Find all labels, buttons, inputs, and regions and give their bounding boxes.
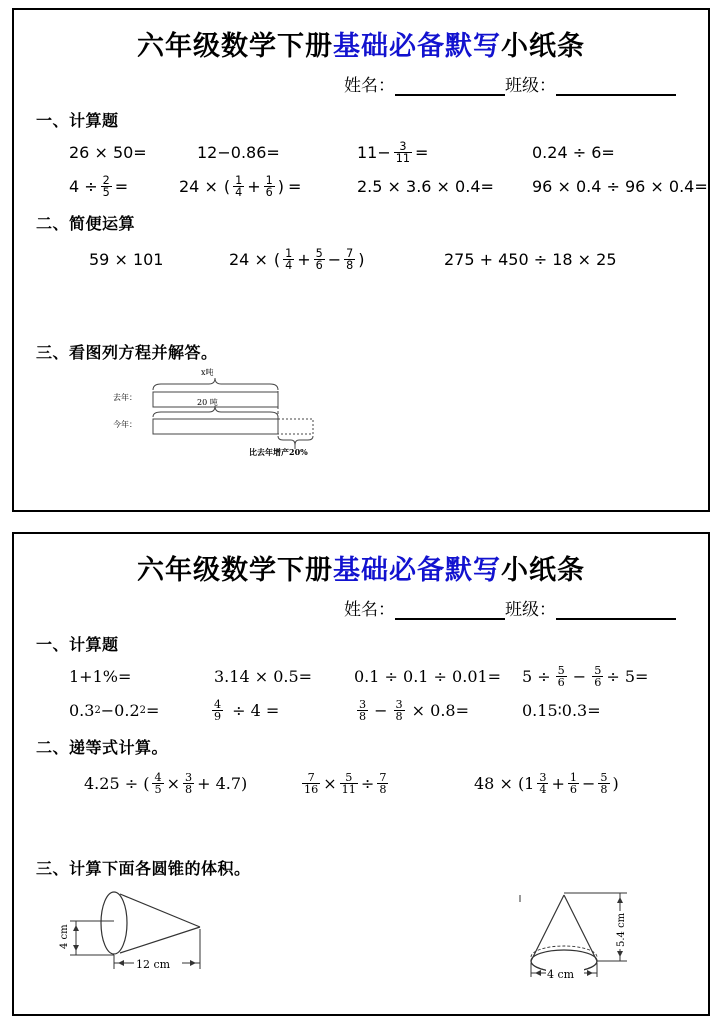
fraction-5-over-6-b	[592, 665, 603, 689]
title-part-blue: 基础必备默写	[333, 31, 501, 62]
numerator: 3	[399, 140, 407, 153]
plus-sign: +	[551, 774, 565, 794]
equals-sign: =	[145, 701, 160, 721]
problem-p1-2-4: 96 × 0.4 ÷ 96 × 0.4=	[532, 177, 708, 197]
minus-sign: −	[327, 250, 342, 270]
bar-model-label-increase: 比去年增产20%	[249, 446, 308, 457]
problem-p2-1-4	[522, 665, 648, 689]
operand-text: 24 ×	[179, 177, 218, 197]
page-title-1	[14, 24, 708, 63]
fraction-5-over-8	[598, 772, 609, 796]
denominator: 6	[557, 676, 565, 690]
problem-row-p1-s2-r1	[14, 248, 708, 272]
section-heading-p1-3: 三、看图列方程并解答。	[36, 342, 218, 362]
minus-sign: −	[572, 667, 587, 687]
problem-p2-1-1: 1+1%=	[69, 667, 132, 687]
denominator: 4	[285, 259, 293, 273]
numerator: 5	[600, 770, 608, 784]
section-heading-p1-1: 一、计算题	[36, 111, 119, 130]
name-label: 姓名：	[344, 76, 395, 96]
numerator: 3	[184, 770, 193, 784]
operand-text: 24 ×	[229, 250, 268, 270]
left-paren: (	[223, 177, 231, 197]
operand-text: 4 ÷	[69, 177, 98, 197]
svg-text:4 cm: 4 cm	[59, 923, 70, 949]
numerator: 7	[379, 770, 387, 784]
problem-row-p2-s1-r1	[14, 665, 708, 689]
fraction-1-over-6	[264, 175, 275, 199]
problem-p2-1-2: 3.14 × 0.5=	[214, 667, 313, 687]
fraction-3-over-8	[357, 699, 368, 723]
numerator: 1	[265, 173, 273, 187]
equals-sign: =	[288, 177, 302, 197]
problem-p1-1-1: 26 × 50=	[69, 143, 147, 163]
denominator: 5	[102, 186, 110, 200]
bar-model-label-this-year: 今年：	[113, 419, 137, 429]
denominator: 8	[379, 783, 387, 797]
right-paren: )	[277, 177, 285, 197]
numerator: 7	[346, 246, 354, 260]
svg-text:12 cm: 12 cm	[136, 957, 171, 971]
bar-model-svg	[109, 371, 369, 457]
problem-p1-s2-2	[229, 248, 444, 272]
denominator: 6	[315, 259, 323, 273]
name-blank-field[interactable]	[395, 81, 505, 96]
numerator: 7	[307, 770, 315, 784]
equals-sign: =	[114, 177, 129, 197]
problem-p1-2-1	[69, 175, 179, 199]
worksheet-page-2	[12, 532, 710, 1016]
denominator: 4	[539, 783, 547, 797]
equals-sign: =	[415, 143, 429, 163]
minus-sign: −	[582, 774, 596, 794]
denominator: 6	[569, 783, 578, 797]
title-part-black-1: 六年级数学下册	[137, 31, 333, 62]
section-heading-p2-2: 二、递等式计算。	[36, 737, 169, 757]
class-blank-field[interactable]	[556, 605, 676, 620]
denominator: 8	[346, 259, 354, 273]
operand-text: × 0.8=	[411, 701, 469, 721]
problem-p1-1-3	[357, 141, 532, 165]
title-part-black-1: 六年级数学下册	[137, 555, 333, 586]
fraction-7-over-8	[377, 772, 388, 796]
problem-row-p1-s1-r1	[14, 141, 708, 165]
problem-p1-2-2	[179, 175, 357, 199]
denominator: 8	[395, 710, 403, 724]
denominator: 8	[600, 783, 608, 797]
operand-text: ÷ 5=	[606, 667, 649, 687]
student-info-row-2	[14, 595, 708, 620]
student-info-row-1	[14, 71, 708, 96]
problem-p1-1-4: 0.24 ÷ 6=	[532, 143, 615, 163]
base-value: 0.3	[69, 701, 95, 721]
denominator: 11	[395, 152, 411, 166]
problem-p1-s2-1: 59 × 101	[89, 250, 164, 270]
denominator: 11	[341, 783, 356, 797]
fraction-7-over-16	[302, 772, 320, 796]
operand-text: 4.25 ÷ (	[84, 774, 150, 794]
numerator: 1	[569, 770, 578, 784]
bar-model-label-last-year: 去年：	[113, 392, 137, 402]
cone-figure-horizontal	[52, 883, 247, 989]
title-part-blue: 基础必备默写	[333, 555, 501, 586]
problem-p2-2-3	[354, 699, 522, 723]
denominator: 5	[154, 783, 162, 797]
section-heading-p2-3: 三、计算下面各圆锥的体积。	[36, 858, 251, 878]
fraction-1-over-4	[233, 175, 244, 199]
numerator: 5	[594, 664, 602, 677]
fraction-5-over-6	[556, 665, 567, 689]
times-sign: ×	[166, 774, 180, 794]
right-paren: )	[358, 250, 365, 270]
problem-p2-2-1: 0.3 2 −0.2 2 =	[69, 701, 160, 721]
fraction-1-over-4	[283, 248, 294, 272]
problem-row-p1-s1-r2	[14, 175, 708, 199]
numerator: 3	[359, 697, 367, 711]
numerator: 3	[395, 697, 403, 711]
section-heading-p1-2: 二、简便运算	[36, 213, 136, 233]
problem-row-p2-s2-r1	[14, 772, 708, 796]
operand-text: 11−	[357, 143, 391, 163]
denominator: 9	[214, 710, 222, 724]
numerator: 1	[285, 246, 293, 260]
left-paren: (	[273, 250, 281, 270]
bar-model-label-x-tons: x吨	[201, 367, 214, 377]
fraction-3-over-11	[394, 141, 412, 165]
plus-sign: +	[247, 177, 261, 197]
title-part-black-2: 小纸条	[501, 31, 585, 62]
minus-sign: −	[374, 701, 388, 721]
problem-p1-s2-3: 275 + 450 ÷ 18 × 25	[444, 250, 617, 270]
title-part-black-2: 小纸条	[501, 555, 585, 586]
problem-p2-s2-1	[84, 772, 299, 796]
problem-p2-1-3: 0.1 ÷ 0.1 ÷ 0.01=	[354, 667, 502, 687]
fraction-7-over-8	[344, 248, 355, 272]
numerator: 1	[235, 173, 243, 187]
problem-row-p2-s1-r2	[14, 699, 708, 723]
fraction-5-over-6	[314, 248, 325, 272]
name-blank-field[interactable]	[395, 605, 505, 620]
denominator: 8	[359, 710, 367, 724]
fraction-2-over-5	[101, 175, 112, 199]
svg-text:5.4 cm: 5.4 cm	[616, 912, 627, 947]
numerator: 3	[539, 770, 547, 784]
class-blank-field[interactable]	[556, 81, 676, 96]
fraction-3-over-4	[537, 772, 548, 796]
problem-p2-s2-3	[474, 772, 619, 796]
problem-p2-2-2	[209, 699, 354, 723]
divide-sign: ÷	[360, 774, 375, 794]
name-label: 姓名：	[344, 600, 395, 620]
section-heading-p2-1: 一、计算题	[36, 635, 119, 654]
cone-figures-container	[14, 883, 708, 989]
bar-model-label-20-tons: 20 吨	[197, 397, 218, 407]
fraction-4-over-5	[152, 772, 163, 796]
plus-sign: +	[297, 250, 311, 270]
problem-p1-2-3: 2.5 × 3.6 × 0.4=	[357, 177, 494, 197]
operand-text: 48 × (1	[474, 774, 535, 794]
cone-figure-vertical	[502, 879, 687, 989]
class-label: 班级：	[505, 76, 556, 96]
problem-p1-1-2: 12−0.86=	[197, 143, 280, 163]
times-sign: ×	[323, 774, 337, 794]
class-label: 班级：	[505, 600, 556, 620]
operand-text: 5 ÷	[522, 667, 551, 687]
denominator: 6	[594, 676, 602, 690]
worksheet-page-1	[12, 8, 710, 512]
problem-p2-2-4: 0.15∶0.3=	[522, 701, 601, 721]
fraction-4-over-9	[212, 699, 223, 723]
denominator: 8	[184, 783, 193, 797]
operand-text: ÷ 4 =	[232, 701, 280, 721]
problem-p2-s2-2	[299, 772, 474, 796]
svg-text:4 cm: 4 cm	[547, 967, 575, 981]
fraction-5-over-11	[340, 772, 358, 796]
fraction-1-over-6	[568, 772, 579, 796]
right-paren: )	[612, 774, 619, 794]
base-value-2: −0.2	[100, 701, 140, 721]
numerator: 5	[345, 770, 353, 784]
numerator: 4	[154, 770, 162, 784]
denominator: 6	[265, 186, 273, 200]
numerator: 5	[315, 246, 323, 260]
page-title-2	[14, 548, 708, 587]
denominator: 4	[235, 186, 243, 200]
numerator: 5	[557, 664, 565, 677]
numerator: 4	[214, 697, 222, 711]
fraction-3-over-8-b	[394, 699, 405, 723]
numerator: 2	[102, 173, 110, 187]
denominator: 16	[304, 783, 319, 797]
fraction-3-over-8	[183, 772, 194, 796]
bar-model-diagram	[109, 367, 369, 457]
operand-text: + 4.7)	[197, 774, 248, 794]
